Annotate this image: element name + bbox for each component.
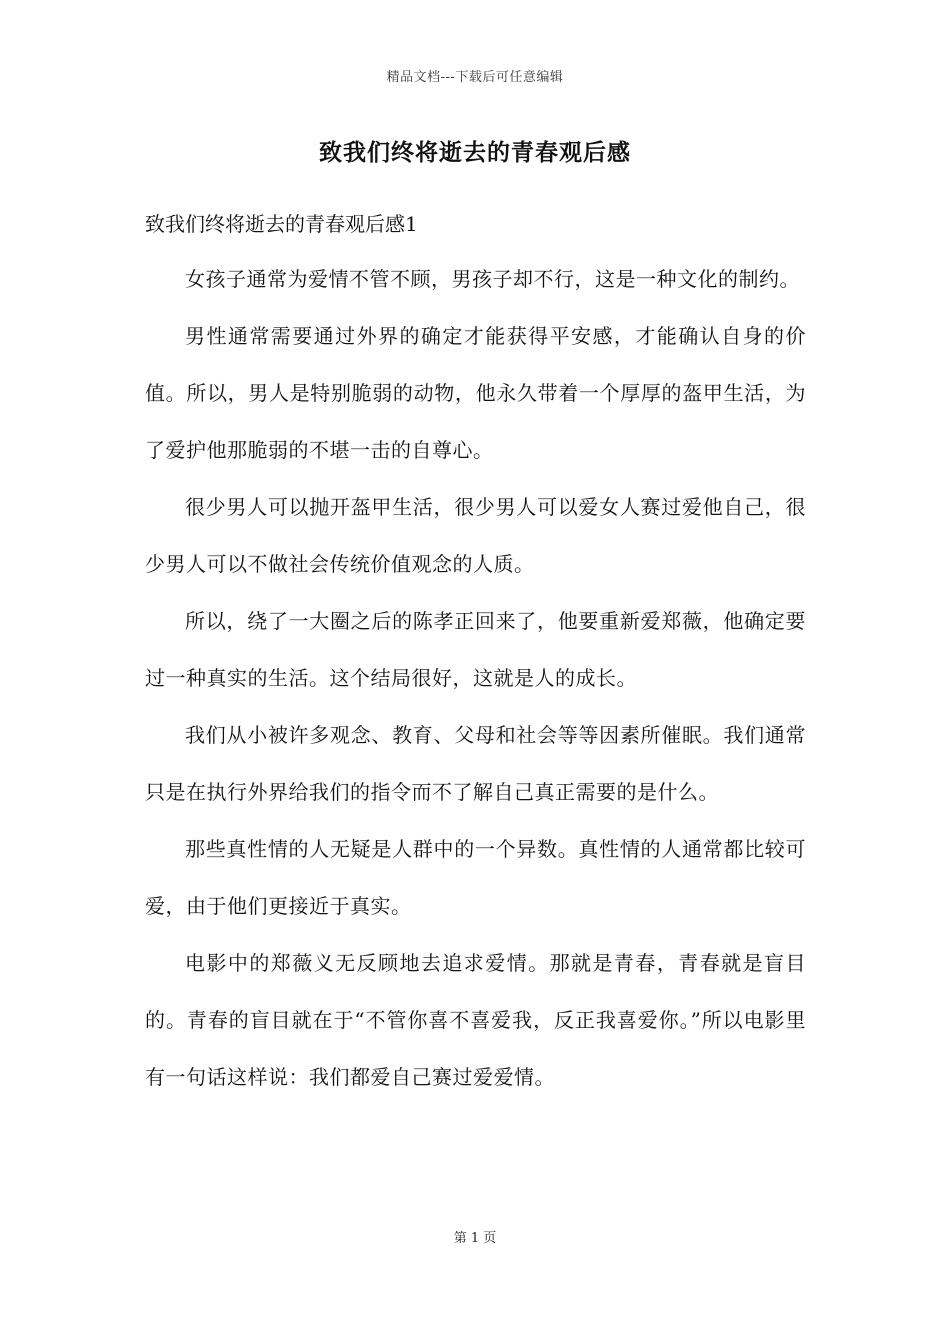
page-number: 第 1 页	[453, 1231, 497, 1246]
paragraph: 那些真性情的人无疑是人群中的一个异数。真性情的人通常都比较可爱，由于他们更接近于真实。	[145, 837, 806, 918]
header-note: 精品文档---下载后可任意编辑	[386, 70, 564, 85]
document-body	[145, 251, 806, 1106]
section-title: 致我们终将逝去的青春观后感1	[145, 212, 418, 236]
paragraph: 我们从小被许多观念、教育、父母和社会等等因素所催眠。我们通常只是在执行外界给我们的指令而不了解自己真正需要的是什么。	[145, 723, 806, 804]
document-title: 致我们终将逝去的青春观后感	[319, 139, 631, 166]
paragraph: 男性通常需要通过外界的确定才能获得平安感，才能确认自身的价值。所以，男人是特别脆弱的动物，他永久带着一个厚厚的盔甲生活，为了爱护他那脆弱的不堪一击的自尊心。	[145, 324, 806, 462]
paragraph: 女孩子通常为爱情不管不顾，男孩子却不行，这是一种文化的制约。	[185, 267, 800, 291]
paragraph: 很少男人可以抛开盔甲生活，很少男人可以爱女人赛过爱他自己，很少男人可以不做社会传统价值观念的人质。	[145, 495, 806, 576]
paragraph: 所以，绕了一大圈之后的陈孝正回来了，他要重新爱郑薇，他确定要过一种真实的生活。这个结局很好，这就是人的成长。	[145, 609, 806, 690]
paragraph: 电影中的郑薇义无反顾地去追求爱情。那就是青春，青春就是盲目的。青春的盲目就在于“不管你喜不喜爱我，反正我喜爱你。”所以电影里有一句话这样说：我们都爱自己赛过爱爱情。	[145, 951, 806, 1089]
